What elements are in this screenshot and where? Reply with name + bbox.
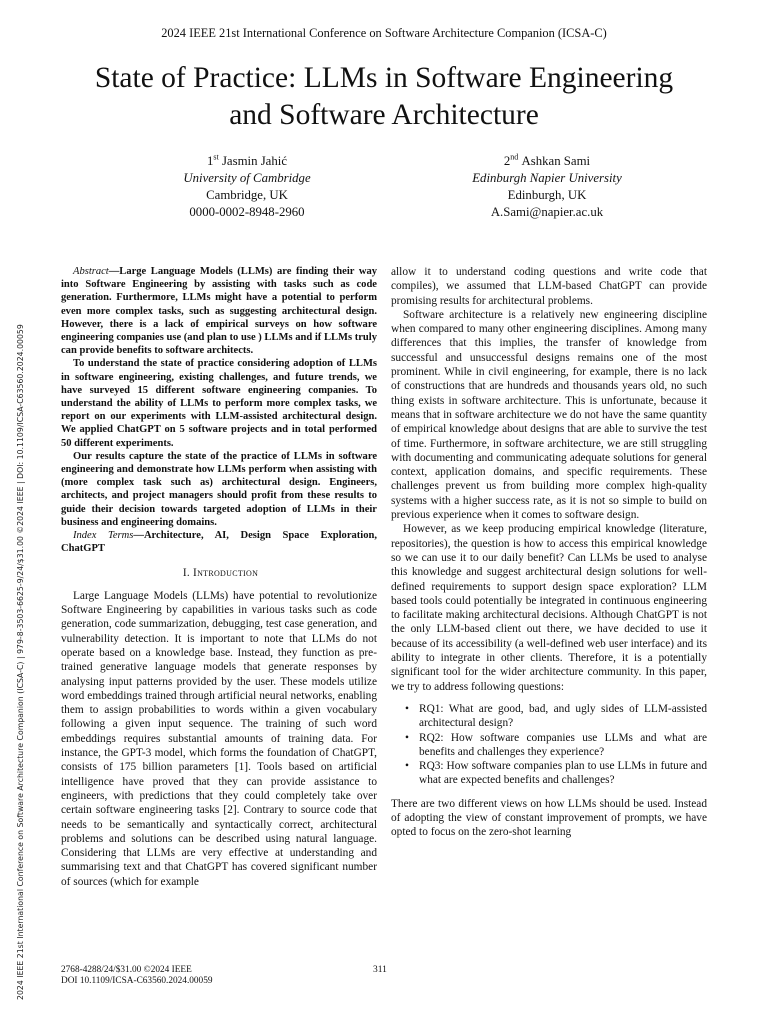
section-heading-introduction — [61, 566, 377, 580]
author-1-name-line — [97, 153, 397, 170]
abstract-paragraph-2: To understand the state of practice considering adoption of LLMs in software engineering, existing challenges, and future trends, we have surveyed 15 different software engineering companies. To understand the ability of LLMs to perform more complex tasks, we report on our experiments with LLM-assisted architectural design. We applied ChatGPT on 5 software projects and in total performed 50 different experiments. — [61, 358, 377, 449]
index-terms-label: Index Terms — [73, 530, 134, 542]
title-line-1: State of Practice: LLMs in Software Engineering — [94, 62, 674, 94]
abstract-text-1: —Large Language Models (LLMs) are finding their way into Software Engineering by assisting with tasks such as code generation. Furthermore, LLMs might have a potential to perform even more complex tasks, such as suggesting architectural design. However, there is a lack of empirical surveys on how software engineering companies use (and plan to use ) LLMs and if LLMs truly can provide benefits to software architects. — [61, 266, 377, 357]
author-1-affiliation: University of Cambridge — [183, 171, 311, 185]
section-title: Introduction — [193, 567, 259, 580]
footer-doi: DOI 10.1109/ICSA-C63560.2024.00059 — [61, 976, 213, 986]
author-2-name: Ashkan Sami — [521, 154, 591, 168]
author-2-affiliation: Edinburgh Napier University — [472, 171, 622, 185]
author-2-ordinal: 2 — [503, 154, 511, 168]
index-terms — [61, 529, 377, 555]
bullet-icon: • — [405, 731, 409, 744]
author-1 — [97, 153, 397, 221]
author-2-email: A.Sami@napier.ac.uk — [490, 205, 604, 219]
author-1-ordinal: 1 — [207, 154, 214, 168]
author-1-location: Cambridge, UK — [206, 188, 288, 202]
page-number: 311 — [373, 965, 387, 975]
author-2-name-line — [397, 153, 697, 170]
right-paragraph-1: allow it to understand coding questions and write code that compiles), we assumed that LLM-based ChatGPT can provide promising results for architectural problems. — [391, 266, 707, 307]
footer-issn: 2768-4288/24/$31.00 ©2024 IEEE — [61, 965, 192, 975]
abstract-paragraph-1 — [61, 265, 377, 357]
title-line-2: and Software Architecture — [229, 99, 539, 131]
paper-title — [40, 60, 728, 134]
right-paragraph-2: Software architecture is a relatively new engineering discipline when compared to many other engineering disciplines. Among many differences that this implies, the transfer of knowledge from successful and unsuccessful designs remains one of the most prominent. While in civil engineering, for example, there is no lack of constructions that are hundreds and thousands years old, no such thing exists in software architecture. This is unfortunate, because it means that in software architecture we do not have the same quantity of empirical knowledge about designs that are able to survive the test of time. Furthermore, in software architecture, we are still struggling with documenting and communicating adequate solutions for general context, application domains, and specific requirements. These challenges prevent us from building more complex high-quality systems with a higher success rate, as it is not so simple to build on previous experience when it comes to software design. — [391, 308, 707, 522]
list-item — [405, 702, 707, 731]
author-1-ordinal-sup: st — [213, 152, 219, 162]
author-2 — [397, 153, 697, 221]
left-column — [61, 265, 377, 889]
side-identifier: 2024 IEEE 21st International Conference on Software Architecture Companion (ICSA-C) | 979-8-3503-6625-9/24/$31.00 ©2024 IEEE | DOI: 10.1109/ICSA-C63560.2024.00059 — [16, 324, 25, 1000]
author-2-ordinal-sup: nd — [510, 152, 519, 162]
author-1-name: Jasmin Jahić — [221, 154, 287, 168]
right-paragraph-3: However, as we keep producing empirical knowledge (literature, repositories), the question is how to access this empirical knowledge so we can use it to our daily benefit? Can LLMs be used to analyse this knowledge and suggest architectural design solutions for well-defined requirements to support design space exploration? LLM based tools could potentially be integrated in continuous engineering to facilitate making architectural decisions. Although ChatGPT is not the only LLM-based client out there, we have decided to use it because of its accessibility (a well-defined web user interface) and its ability to integrate in other clients. Therefore, it is a potentially significant tool for the wider architecture community. In this paper, we try to address following questions: — [391, 523, 707, 693]
index-terms-text: —Architecture, AI, Design Space Exploration, ChatGPT — [61, 530, 377, 555]
abstract-paragraph-3: Our results capture the state of the practice of LLMs in software engineering and demonstrate how LLMs perform when assisting with (more complex task such as) architectural design. Engineers, architects, and project managers should profit from these results to guide their decision towards targeted adoption of LLMs in their business and engineering domains. — [61, 450, 377, 528]
right-column — [391, 265, 707, 840]
abstract-block — [61, 265, 377, 555]
author-1-orcid: 0000-0002-8948-2960 — [189, 205, 305, 219]
section-numeral: I. — [182, 567, 191, 580]
research-questions-list — [391, 702, 707, 788]
bullet-icon: • — [405, 702, 409, 715]
right-paragraph-4: There are two different views on how LLMs should be used. Instead of adopting the view of constant improvement of prompts, we have opted to focus on the zero-shot learning — [391, 797, 707, 839]
list-item — [405, 759, 707, 788]
intro-body-left — [61, 589, 377, 889]
footer-copyright — [61, 965, 213, 987]
list-item — [405, 731, 707, 760]
bullet-icon: • — [405, 760, 409, 773]
author-2-location: Edinburgh, UK — [507, 188, 587, 202]
rq-text: RQ3: How software companies plan to use LLMs in future and what are expected benefits and challenges? — [419, 760, 707, 787]
conference-header: 2024 IEEE 21st International Conference on Software Architecture Companion (ICSA-C) — [161, 26, 607, 40]
rq-text: RQ1: What are good, bad, and ugly sides of LLM-assisted architectural design? — [419, 702, 707, 730]
intro-paragraph-1: Large Language Models (LLMs) have potential to revolutionize Software Engineering by capabilities in various tasks such as code generation, code summarization, debugging, test case generation, and vulnerability detection. It is important to note that LLMs do not operate based on a knowledge base. Instead, they function as pre-trained generative language models that generate responses by analysing input patterns provided by the user. These models utilize word embeddings trained through artificial neural networks, enabling them to assign probabilities to words within a given vocabulary following a given input sequence. The training of such word embeddings requires substantial amounts of training data. For instance, the GPT-3 model, which forms the foundation of ChatGPT, consists of 175 billion parameters [1]. Tools based on artificial intelligence have proved that they can provide assistance to engineers, with predictions that they could completely take over certain software engineering tasks [2]. Contrary to source code that needs to be semantically and syntactically correct, architectural problems and solutions can be described using natural language. Considering that LLMs are very effective at understanding and summarising text and that ChatGPT has covered significant number of sources (which for example — [61, 589, 377, 888]
abstract-label: Abstract — [73, 266, 109, 277]
rq-text: RQ2: How software companies use LLMs and what are benefits and challenges they experience? — [419, 731, 707, 758]
